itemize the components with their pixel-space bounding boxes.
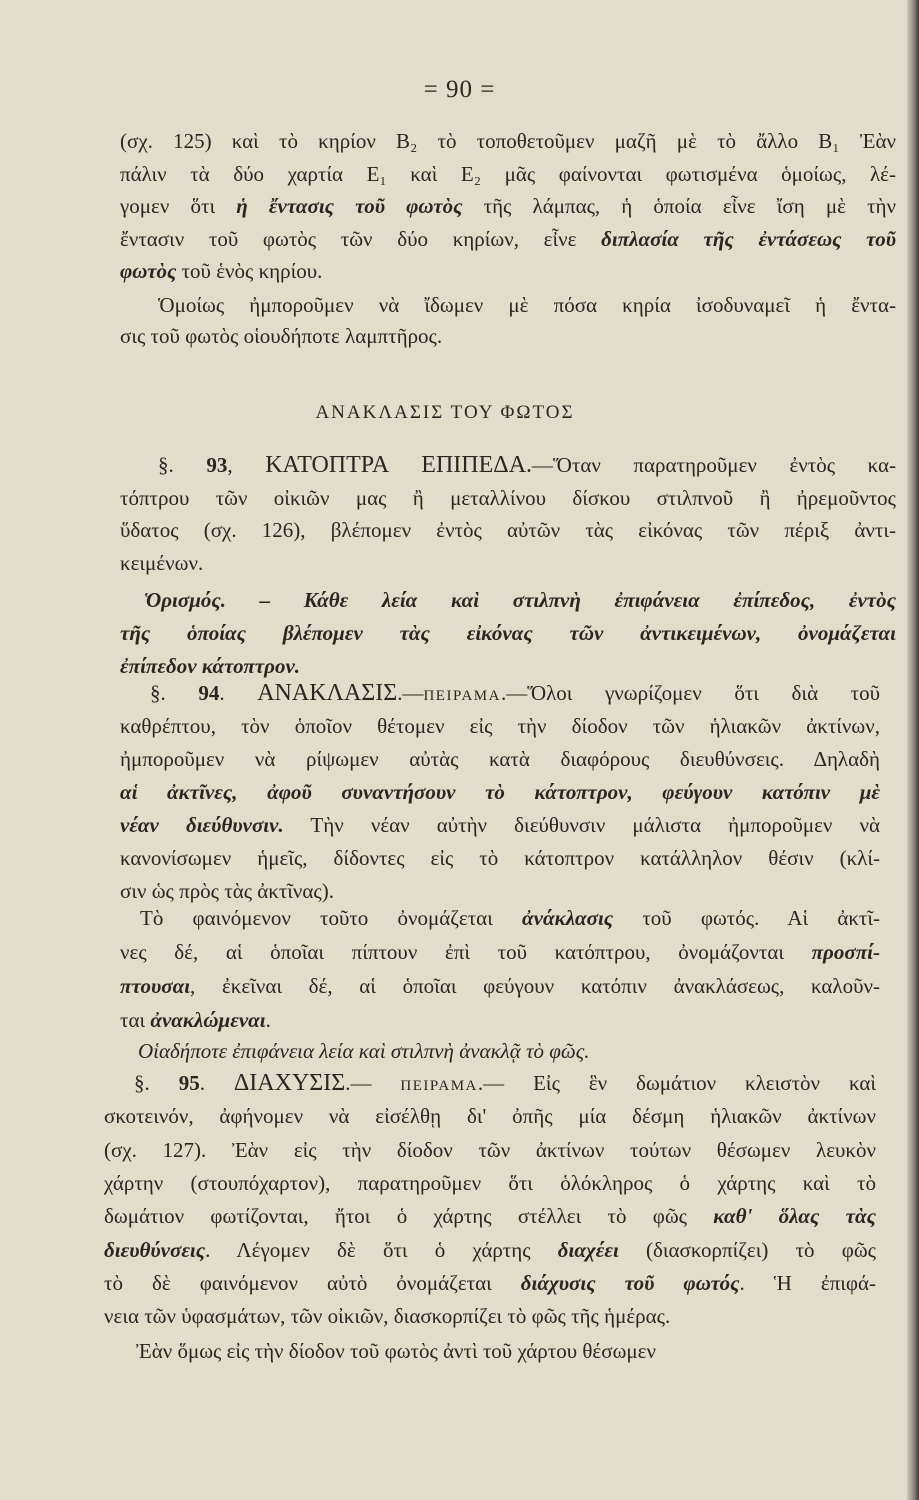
- text-line: [120, 323, 896, 349]
- text-segment: 94: [198, 681, 220, 705]
- text-line: [120, 779, 880, 805]
- text-line: [120, 620, 896, 646]
- text-segment: σκοτεινόν, ἀφήνομεν νὰ εἰσέλθῃ δι' ὀπῆς μία δέσμη ἡλιακῶν ἀκτίνων: [104, 1104, 876, 1129]
- text-segment: ἐπίπεδον κάτοπτρον.: [120, 654, 301, 678]
- text-segment: §.: [150, 681, 199, 705]
- text-segment: .— Εἰς ἓν δωμάτιον κλειστὸν καὶ: [477, 1071, 877, 1095]
- text-segment: Ὁρισμός. – Κάθε λεία καὶ στιλπνὴ ἐπιφάνεια ἐπίπεδος, ἐντὸς: [144, 588, 896, 612]
- text-segment: Τὴν νέαν αὐτὴν διεύθυνσιν μάλιστα ἠμποροῦμεν νὰ: [283, 813, 881, 837]
- text-segment: τοῦ ἑνὸς κηρίου.: [176, 259, 323, 283]
- text-segment: Οἱαδήποτε ἐπιφάνεια λεία καὶ στιλπνὴ ἀνακλᾷ τὸ φῶς.: [138, 1039, 590, 1063]
- text-segment: Ἐὰν ὅμως εἰς τὴν δίοδον τοῦ φωτὸς ἀντὶ τοῦ χάρτου θέσωμεν: [136, 1339, 656, 1363]
- text-segment: διπλασία τῆς ἐντάσεως τοῦ: [601, 226, 896, 251]
- text-line: [120, 550, 896, 576]
- text-line: [120, 128, 896, 154]
- text-segment: Ὁμοίως ἠμποροῦμεν νὰ ἴδωμεν μὲ πόσα κηρία ἰσοδυναμεῖ ἡ ἔντα-: [158, 293, 896, 317]
- text-line: [104, 1303, 876, 1329]
- text-line: [134, 1070, 876, 1099]
- text-segment: πτουσαι: [120, 974, 191, 998]
- text-segment: ἠμποροῦμεν νὰ ρίψωμεν αὐτὰς κατὰ διαφόρους διευθύνσεις. Δηλαδὴ: [120, 747, 880, 771]
- text-line: [120, 485, 896, 511]
- text-segment: τοῦ φωτός. Αἱ ἀκτῖ-: [613, 906, 880, 930]
- text-segment: 95: [178, 1071, 200, 1095]
- text-segment: διάχυσις τοῦ φωτός: [520, 1270, 740, 1295]
- text-segment: χάρτην (στουπόχαρτον), παρατηροῦμεν ὅτι ὁλόκληρος ὁ χάρτης καὶ τὸ: [104, 1170, 876, 1195]
- text-segment: κειμένων.: [120, 550, 204, 575]
- text-segment: ΚΑΤΟΠΤΡΑ ΕΠΙΠΕΔΑ.: [265, 452, 533, 478]
- text-segment: σις τοῦ φωτὸς οἱουδήποτε λαμπτῆρος.: [120, 324, 443, 348]
- text-segment: §.: [158, 453, 207, 477]
- text-line: [120, 878, 880, 904]
- text-segment: .—: [397, 681, 424, 705]
- text-segment: .: [199, 1071, 234, 1095]
- text-segment: .: [219, 681, 258, 705]
- text-segment: τῆς ὁποίας βλέπομεν τὰς εἰκόνας τῶν ἀντικειμένων, ὀνομάζεται: [120, 621, 896, 645]
- text-segment: (σχ. 127). Ἐὰν εἰς τὴν δίοδον τῶν ἀκτίνων τούτων θέσωμεν λευκὸν: [104, 1137, 876, 1162]
- text-line: [120, 746, 880, 772]
- text-segment: δωμάτιον φωτίζονται, ἤτοι ὁ χάρτης στέλλει τὸ φῶς: [104, 1204, 714, 1229]
- text-line: [138, 1038, 856, 1064]
- text-line: [104, 1103, 876, 1129]
- text-segment: διευθύνσεις: [104, 1237, 206, 1262]
- text-segment: ὕδατος (σχ. 126), βλέπομεν ἐντὸς αὐτῶν τὰς εἰκόνας τῶν πέριξ ἀντι-: [120, 518, 896, 542]
- text-line: [104, 1270, 876, 1296]
- text-segment: ται: [120, 1008, 151, 1032]
- text-segment: αἱ ἀκτῖνες, ἀφοῦ συναντήσουν τὸ κάτοπτρον, φεύγουν κατόπιν μὲ: [120, 780, 880, 804]
- text-segment: ΠΕΙΡΑΜΑ: [400, 1078, 478, 1094]
- text-line: [120, 258, 896, 284]
- text-line: [158, 452, 896, 478]
- text-segment: ΑΝΑΚΛΑΣΙΣ: [257, 680, 398, 706]
- text-segment: (σχ. 125) καὶ τὸ κηρίον Β₂ τὸ τοποθετοῦμεν μαζῆ μὲ τὸ ἄλλο Β₁ Ἐὰν: [120, 129, 896, 153]
- text-segment: νες δέ, αἱ ὁποῖαι πίπτουν ἐπὶ τοῦ κατόπτρου, ὀνομάζονται: [120, 940, 812, 964]
- text-segment: τὸ δὲ φαινόμενον αὐτὸ ὀνομάζεται: [104, 1270, 521, 1295]
- text-line: [120, 517, 896, 543]
- text-segment: καθρέπτου, τὸν ὁποῖον θέτομεν εἰς τὴν δίοδον τῶν ἡλιακῶν ἀκτίνων,: [120, 714, 880, 738]
- text-segment: (διασκορπίζει) τὸ φῶς: [618, 1237, 876, 1262]
- text-segment: , ἐκεῖναι δέ, αἱ ὁποῖαι φεύγουν κατόπιν ἀνακλάσεως, καλοῦν-: [190, 974, 880, 998]
- section-heading: [120, 400, 770, 426]
- text-segment: νέαν διεύθυνσιν.: [120, 813, 284, 837]
- text-segment: Τὸ φαινόμενον τοῦτο ὀνομάζεται: [140, 906, 523, 930]
- text-segment: .—: [345, 1071, 401, 1095]
- text-line: [120, 161, 896, 187]
- text-line: [120, 653, 896, 679]
- text-line: [104, 1237, 876, 1263]
- text-line: [120, 226, 896, 252]
- text-segment: φωτὸς: [120, 259, 177, 283]
- text-segment: —Ὅταν παρατηροῦμεν ἐντὸς κα-: [532, 453, 897, 477]
- text-segment: πάλιν τὰ δύο χαρτία Ε₁ καὶ Ε₂ μᾶς φαίνονται φωτισμένα ὁμοίως, λέ-: [120, 161, 896, 186]
- text-segment: ἀνακλώμεναι: [150, 1008, 266, 1032]
- text-line: [120, 939, 880, 965]
- text-segment: τῆς λάμπας, ἡ ὁποία εἶνε ἴση μὲ τὴν: [462, 194, 896, 218]
- page-number: = 90 =: [423, 76, 496, 103]
- text-segment: τόπτρου τῶν οἰκιῶν μας ἢ μεταλλίνου δίσκου στιλπνοῦ ἢ ἠρεμοῦντος: [120, 485, 896, 510]
- text-line: [120, 1007, 880, 1033]
- text-line: [144, 587, 896, 613]
- text-segment: .—Ὅλοι γνωρίζομεν ὅτι διὰ τοῦ: [500, 681, 881, 705]
- text-line: [104, 1203, 876, 1229]
- text-line: [120, 845, 880, 871]
- text-segment: . Λέγομεν δὲ ὅτι ὁ χάρτης: [205, 1237, 558, 1262]
- text-segment: διαχέει: [557, 1237, 619, 1262]
- text-segment: προσπί-: [811, 940, 880, 964]
- text-segment: νεια τῶν ὑφασμάτων, τῶν οἰκιῶν, διασκορπίζει τὸ φῶς τῆς ἡμέρας.: [104, 1304, 671, 1329]
- text-segment: καθ' ὅλας τὰς: [713, 1204, 876, 1229]
- text-line: [140, 905, 880, 931]
- text-segment: .: [265, 1008, 271, 1032]
- text-line: [120, 973, 880, 999]
- text-line: [104, 1137, 876, 1163]
- text-segment: ΔΙΑΧΥΣΙΣ: [233, 1070, 346, 1096]
- text-segment: ἡ ἔντασις τοῦ φωτὸς: [236, 194, 463, 218]
- text-line: [120, 193, 896, 219]
- text-segment: 93: [206, 453, 228, 477]
- text-segment: κανονίσωμεν ἡμεῖς, δίδοντες εἰς τὸ κάτοπτρον κατάλληλον θέσιν (κλί-: [120, 846, 880, 870]
- text-line: [120, 713, 880, 739]
- text-segment: ἀνάκλασις: [522, 906, 614, 930]
- text-segment: σιν ὡς πρὸς τὰς ἀκτῖνας).: [120, 879, 334, 903]
- text-segment: ἔντασιν τοῦ φωτὸς τῶν δύο κηρίων, εἶνε: [120, 226, 602, 251]
- text-line: [150, 680, 880, 709]
- text-line: [158, 292, 896, 318]
- text-segment: ΑΝΑΚΛΑΣΙΣ ΤΟΥ ΦΩΤΟΣ: [315, 402, 575, 423]
- text-segment: γομεν ὅτι: [120, 194, 237, 218]
- text-segment: §.: [134, 1071, 179, 1095]
- text-line: [136, 1338, 876, 1364]
- page-edge-shadow: [907, 0, 919, 1500]
- text-segment: ,: [227, 453, 266, 477]
- text-line: [104, 1170, 876, 1196]
- text-segment: ΠΕΙΡΑΜΑ: [423, 688, 501, 704]
- text-line: [120, 812, 880, 838]
- text-segment: . Ἡ ἐπιφά-: [739, 1270, 877, 1295]
